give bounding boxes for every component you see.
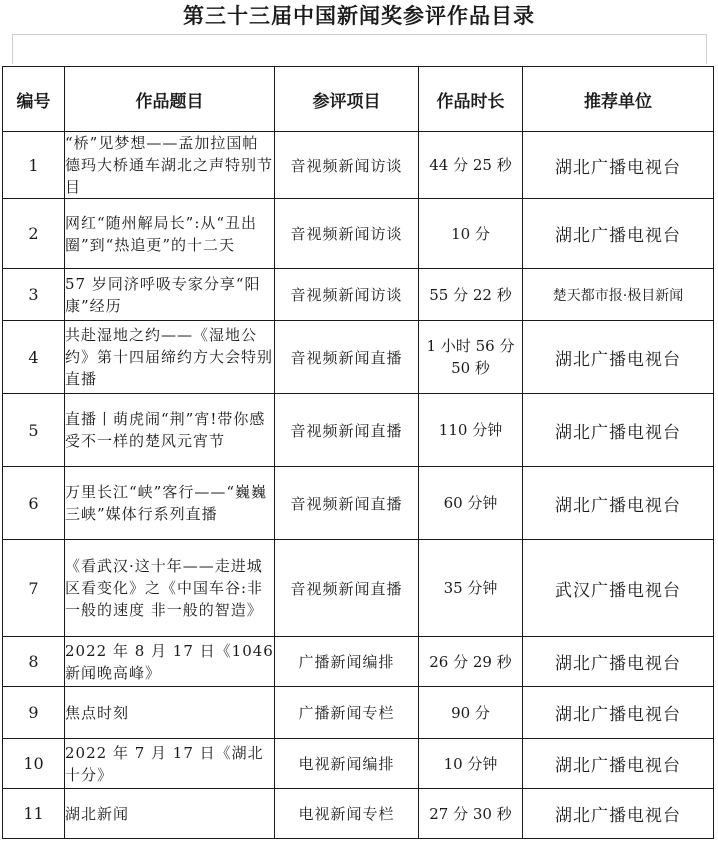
cell-duration: 27 分 30 秒 — [419, 789, 523, 839]
header-title: 作品题目 — [65, 67, 275, 132]
cell-unit: 湖北广播电视台 — [523, 394, 714, 467]
cell-number: 7 — [3, 540, 65, 637]
cell-title: 湖北新闻 — [65, 789, 275, 839]
cell-title: 2022 年 8 月 17 日《1046 新闻晚高峰》 — [65, 637, 275, 687]
cell-duration: 10 分钟 — [419, 739, 523, 789]
catalog-table — [2, 66, 714, 839]
page-margin-guide-top — [12, 34, 706, 35]
table-row — [3, 687, 714, 739]
cell-number: 9 — [3, 687, 65, 739]
cell-unit: 湖北广播电视台 — [523, 467, 714, 540]
cell-duration: 26 分 29 秒 — [419, 637, 523, 687]
cell-unit: 湖北广播电视台 — [523, 789, 714, 839]
table-row — [3, 540, 714, 637]
cell-duration: 110 分钟 — [419, 394, 523, 467]
cell-category: 音视频新闻直播 — [275, 394, 419, 467]
table-header-row — [3, 67, 714, 132]
cell-number: 11 — [3, 789, 65, 839]
cell-duration: 10 分 — [419, 199, 523, 269]
cell-title: 《看武汉·这十年——走进城区看变化》之《中国车谷:非一般的速度 非一般的智造》 — [65, 540, 275, 637]
cell-number: 3 — [3, 269, 65, 321]
cell-title: “桥”见梦想——孟加拉国帕德玛大桥通车湖北之声特别节目 — [65, 132, 275, 199]
table-row — [3, 321, 714, 394]
cell-unit: 湖北广播电视台 — [523, 637, 714, 687]
cell-title: 57 岁同济呼吸专家分享“阳康”经历 — [65, 269, 275, 321]
cell-number: 1 — [3, 132, 65, 199]
cell-duration: 1 小时 56 分 50 秒 — [419, 321, 523, 394]
cell-category: 音视频新闻直播 — [275, 540, 419, 637]
cell-unit: 湖北广播电视台 — [523, 321, 714, 394]
cell-title: 直播丨萌虎闹“荆”宵!带你感受不一样的楚风元宵节 — [65, 394, 275, 467]
cell-number: 4 — [3, 321, 65, 394]
cell-duration: 90 分 — [419, 687, 523, 739]
cell-duration: 35 分钟 — [419, 540, 523, 637]
cell-duration: 55 分 22 秒 — [419, 269, 523, 321]
cell-title: 网红“随州解局长”:从“丑出圈”到“热追更”的十二天 — [65, 199, 275, 269]
cell-number: 5 — [3, 394, 65, 467]
cell-title: 万里长江“峡”客行——“巍巍三峡”媒体行系列直播 — [65, 467, 275, 540]
cell-title: 焦点时刻 — [65, 687, 275, 739]
document-title: 第三十三届中国新闻奖参评作品目录 — [183, 3, 535, 28]
cell-category: 电视新闻专栏 — [275, 789, 419, 839]
table-row — [3, 199, 714, 269]
cell-category: 音视频新闻访谈 — [275, 269, 419, 321]
page-margin-guide-left — [12, 34, 13, 64]
cell-title: 2022 年 7 月 17 日《湖北十分》 — [65, 739, 275, 789]
header-category: 参评项目 — [275, 67, 419, 132]
cell-category: 音视频新闻访谈 — [275, 132, 419, 199]
cell-category: 音视频新闻直播 — [275, 467, 419, 540]
cell-category: 音视频新闻访谈 — [275, 199, 419, 269]
cell-category: 电视新闻编排 — [275, 739, 419, 789]
table-row — [3, 132, 714, 199]
cell-unit: 湖北广播电视台 — [523, 687, 714, 739]
cell-title: 共赴湿地之约——《湿地公约》第十四届缔约方大会特别直播 — [65, 321, 275, 394]
header-duration: 作品时长 — [419, 67, 523, 132]
table-row — [3, 394, 714, 467]
header-unit: 推荐单位 — [523, 67, 714, 132]
cell-number: 6 — [3, 467, 65, 540]
cell-unit: 武汉广播电视台 — [523, 540, 714, 637]
header-number: 编号 — [3, 67, 65, 132]
cell-unit: 楚天都市报·极目新闻 — [523, 269, 714, 321]
table-row — [3, 467, 714, 540]
table-row — [3, 789, 714, 839]
cell-unit: 湖北广播电视台 — [523, 199, 714, 269]
cell-number: 2 — [3, 199, 65, 269]
table-row — [3, 739, 714, 789]
table-row — [3, 269, 714, 321]
table-row — [3, 637, 714, 687]
cell-duration: 60 分钟 — [419, 467, 523, 540]
cell-number: 10 — [3, 739, 65, 789]
cell-number: 8 — [3, 637, 65, 687]
cell-category: 广播新闻专栏 — [275, 687, 419, 739]
page-margin-guide-right — [706, 34, 707, 64]
cell-unit: 湖北广播电视台 — [523, 132, 714, 199]
cell-duration: 44 分 25 秒 — [419, 132, 523, 199]
cell-unit: 湖北广播电视台 — [523, 739, 714, 789]
cell-category: 音视频新闻直播 — [275, 321, 419, 394]
cell-category: 广播新闻编排 — [275, 637, 419, 687]
